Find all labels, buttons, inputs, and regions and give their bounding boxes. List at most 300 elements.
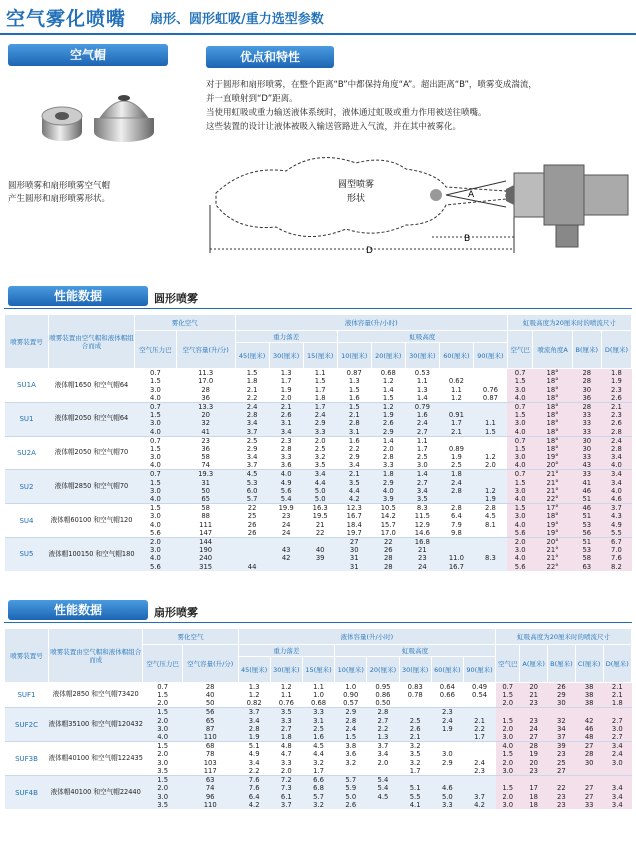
table-cell: 3.0 bbox=[507, 419, 533, 427]
features-line-2: 并一直喷射到“D”距离。 bbox=[206, 94, 298, 104]
th-pressure: 空气压力巴 bbox=[143, 645, 182, 683]
table-cell: 1.4 bbox=[405, 470, 439, 479]
table-cell: 1.9 bbox=[601, 377, 631, 385]
table-cell: 4.0 bbox=[149, 520, 161, 529]
table-cell bbox=[473, 537, 507, 546]
table-cell: 22 bbox=[548, 784, 576, 792]
table-cell: 103 bbox=[203, 758, 217, 767]
table-cell: 5.0 bbox=[345, 792, 357, 801]
table-cell: 0.57 bbox=[343, 699, 359, 708]
table-cell: 20 bbox=[520, 683, 548, 692]
table-cell: 3.4 bbox=[601, 478, 631, 486]
table-cell: 29 bbox=[548, 691, 576, 699]
table-cell: 1.7 bbox=[313, 766, 324, 775]
th-airvol: 空气容量(升/分) bbox=[176, 331, 235, 369]
table-cell: 12.3 bbox=[337, 504, 371, 513]
table-cell: 74 bbox=[201, 461, 210, 470]
table-cell: 1.5 bbox=[143, 742, 182, 751]
table-cell: 18° bbox=[533, 402, 572, 411]
table-cell bbox=[439, 495, 473, 504]
table-cell: 22 bbox=[235, 504, 269, 513]
table-cell: 42 bbox=[575, 716, 603, 724]
table-cell: 2.8 bbox=[473, 504, 507, 513]
table-cell: 16.7 bbox=[346, 512, 362, 521]
table-cell bbox=[575, 708, 603, 717]
fan-divider bbox=[4, 622, 632, 623]
caption-line-1: 圆形喷雾和扇形喷雾空气帽 bbox=[8, 181, 111, 191]
table-cell: 2.3 bbox=[431, 708, 463, 717]
table-cell: 1.6 bbox=[348, 393, 360, 402]
table-cell: 1.7 bbox=[450, 419, 462, 428]
th-c: C(厘米) bbox=[575, 645, 603, 683]
table-cell: 10.5 bbox=[371, 504, 405, 513]
table-cell: 50 bbox=[205, 699, 215, 708]
table-cell: 5.6 bbox=[507, 563, 533, 571]
features-pill: 优点和特性 bbox=[206, 46, 334, 68]
table-cell: 2.4 bbox=[345, 724, 357, 733]
table-cell: 2.6 bbox=[601, 419, 631, 427]
table-cell: 1.2 bbox=[382, 377, 394, 386]
table-cell: 2.8 bbox=[248, 724, 260, 733]
table-cell: 0.82 bbox=[246, 699, 262, 708]
table-cell: 4.0 bbox=[149, 554, 161, 563]
table-cell: 18° bbox=[533, 394, 572, 403]
table-cell: 1.8 bbox=[603, 699, 631, 708]
table-cell: 5.6 bbox=[149, 562, 161, 571]
table-cell: 33 bbox=[572, 453, 601, 461]
table-cell: 30 bbox=[575, 759, 603, 767]
table-cell: 1.2 bbox=[248, 691, 260, 700]
table-cell: 0.91 bbox=[448, 410, 464, 419]
page-subtitle: 扇形、圆形虹吸/重力选型参数 bbox=[150, 12, 324, 27]
table-cell: 1.5 bbox=[345, 733, 357, 742]
th-gravity: 重力落差 bbox=[238, 645, 335, 657]
table-cell bbox=[575, 767, 603, 776]
table-cell bbox=[496, 775, 520, 784]
table-cell: 6.7 bbox=[601, 537, 631, 546]
table-cell: 6.6 bbox=[302, 775, 334, 784]
table-cell: 2.8 bbox=[367, 708, 399, 717]
table-cell: 18° bbox=[533, 377, 572, 385]
table-cell: 2.3 bbox=[601, 411, 631, 419]
table-cell: 3.9 bbox=[382, 495, 394, 504]
table-cell: 4.0 bbox=[149, 427, 161, 436]
table-cell: 0.89 bbox=[448, 444, 464, 453]
table-cell: 0.68 bbox=[371, 369, 405, 378]
table-cell: 4.0 bbox=[601, 487, 631, 495]
table-cell: 0.49 bbox=[463, 683, 495, 692]
diagram-label-1: 圆型喷雾 bbox=[337, 180, 375, 190]
label-a: A bbox=[468, 190, 475, 200]
table-cell: 0.87 bbox=[337, 369, 371, 378]
table-cell: 2.8 bbox=[450, 486, 462, 495]
table-cell: 18° bbox=[533, 385, 572, 393]
table-cell: 3.7 bbox=[280, 800, 292, 809]
table-cell: 39 bbox=[315, 554, 325, 563]
table-cell: 28 bbox=[572, 377, 601, 385]
table-cell: 1.6 bbox=[337, 436, 371, 445]
table-cell: 1.5 bbox=[157, 691, 169, 700]
table-cell: 1.0 bbox=[313, 691, 324, 700]
th-g30: 30(厘米) bbox=[270, 657, 302, 683]
table-cell: 4.5 bbox=[377, 792, 389, 801]
table-cell: 22 bbox=[371, 537, 405, 546]
table-cell: 117 bbox=[203, 766, 217, 775]
table-cell: 24 bbox=[281, 520, 291, 529]
table-cell: 3.5 bbox=[270, 708, 302, 717]
table-cell: 2.1 bbox=[474, 716, 485, 725]
table-cell: 1.8 bbox=[601, 369, 631, 378]
table-cell bbox=[431, 742, 463, 751]
table-cell: 38 bbox=[575, 691, 603, 699]
model-cell: SU1A bbox=[5, 369, 49, 403]
table-cell bbox=[269, 537, 303, 546]
table-cell: 23 bbox=[418, 554, 427, 563]
table-cell: 2.0 bbox=[303, 436, 337, 445]
table-cell: 3.2 bbox=[345, 758, 357, 767]
th-s60: 60(厘米) bbox=[439, 343, 473, 369]
table-cell: 1.5 bbox=[149, 410, 161, 419]
table-cell: 1.1 bbox=[450, 385, 462, 394]
table-cell: 3.3 bbox=[280, 453, 292, 462]
table-cell: 5.6 bbox=[149, 528, 161, 537]
th-angle: 喷流角度A bbox=[533, 331, 572, 369]
model-cell: SU2 bbox=[5, 470, 49, 504]
table-cell: 3.0 bbox=[149, 546, 161, 555]
table-cell: 21° bbox=[533, 487, 572, 495]
table-cell: 2.3 bbox=[474, 766, 485, 775]
table-cell: 2.6 bbox=[409, 724, 421, 733]
header-divider bbox=[0, 33, 636, 35]
table-cell: 28 bbox=[201, 385, 210, 394]
table-cell: 1.9 bbox=[450, 453, 462, 462]
table-cell: 4.5 bbox=[485, 512, 496, 521]
table-cell: 26 bbox=[548, 683, 576, 692]
fan-section-title: 扇形喷雾 bbox=[154, 606, 198, 619]
table-cell: 3.5 bbox=[409, 750, 421, 759]
table-cell: 7.0 bbox=[601, 546, 631, 554]
table-cell: 5.0 bbox=[314, 486, 326, 495]
table-cell bbox=[463, 750, 495, 758]
table-cell: 4.0 bbox=[601, 461, 631, 470]
th-d: D(厘米) bbox=[603, 645, 631, 683]
table-cell: 0.87 bbox=[482, 393, 498, 402]
table-cell: 2.0 bbox=[496, 725, 520, 733]
table-cell bbox=[235, 546, 269, 554]
table-cell: 3.5 bbox=[348, 478, 360, 487]
table-cell: 31 bbox=[349, 562, 359, 571]
table-cell: 20 bbox=[520, 759, 548, 767]
table-cell: 3.0 bbox=[603, 759, 631, 767]
table-cell: 4.6 bbox=[441, 784, 453, 793]
table-cell: 36 bbox=[201, 444, 210, 453]
table-cell: 2.7 bbox=[603, 716, 631, 724]
th-airbar: 空气巴 bbox=[496, 645, 520, 683]
fan-spray-table bbox=[4, 628, 632, 809]
table-cell: 41 bbox=[201, 427, 210, 436]
table-cell bbox=[473, 411, 507, 419]
table-cell: 2.7 bbox=[280, 724, 292, 733]
table-cell: 5.4 bbox=[367, 775, 399, 784]
table-cell: 4.0 bbox=[507, 521, 533, 529]
table-cell: 3.3 bbox=[280, 758, 292, 767]
table-cell: 96 bbox=[205, 792, 215, 801]
table-cell: 41 bbox=[572, 478, 601, 486]
table-cell: 30 bbox=[572, 436, 601, 445]
table-cell: 1.6 bbox=[313, 733, 324, 742]
table-cell: 1.5 bbox=[485, 427, 496, 436]
table-cell: 2.8 bbox=[601, 428, 631, 437]
table-cell: 3.4 bbox=[601, 453, 631, 461]
table-cell: 19 bbox=[520, 750, 548, 758]
table-cell: 3.6 bbox=[280, 461, 292, 470]
table-cell: 190 bbox=[199, 546, 213, 555]
table-cell: 15.7 bbox=[380, 520, 396, 529]
table-cell: 3.0 bbox=[157, 724, 169, 733]
features-line-3: 当使用虹吸或重力输送液体系统时，液体通过虹吸或重力作用被送往喷嘴。 bbox=[206, 108, 487, 118]
table-cell: 1.7 bbox=[409, 766, 421, 775]
table-cell: 3.5 bbox=[157, 800, 169, 809]
table-cell: 2.0 bbox=[135, 537, 177, 546]
table-cell: 4.9 bbox=[601, 521, 631, 529]
table-cell: 3.0 bbox=[149, 512, 161, 521]
table-cell: 36 bbox=[572, 394, 601, 403]
table-cell: 3.0 bbox=[149, 419, 161, 428]
table-cell: 23 bbox=[548, 750, 576, 758]
model-cell: SU1 bbox=[5, 402, 49, 436]
table-cell: 27 bbox=[520, 733, 548, 742]
table-cell: 51 bbox=[572, 512, 601, 520]
table-cell: 2.3 bbox=[601, 385, 631, 393]
combo-cell: 液体帽40100 和空气帽22440 bbox=[49, 775, 143, 809]
table-cell: 11.5 bbox=[414, 512, 430, 521]
table-cell: 2.2 bbox=[474, 724, 485, 733]
diagram-label-2: 形状 bbox=[346, 194, 366, 204]
table-cell: 27 bbox=[575, 784, 603, 792]
table-row bbox=[5, 504, 632, 513]
table-cell: 19.3 bbox=[176, 470, 235, 479]
th-s30: 30(厘米) bbox=[405, 343, 439, 369]
table-cell: 4.6 bbox=[601, 495, 631, 504]
table-cell: 2.6 bbox=[382, 419, 394, 428]
table-cell: 63 bbox=[182, 775, 238, 784]
table-cell: 18° bbox=[533, 411, 572, 419]
table-cell: 3.4 bbox=[248, 758, 260, 767]
table-cell: 33 bbox=[572, 428, 601, 437]
table-cell: 0.76 bbox=[482, 385, 498, 394]
table-cell: 22° bbox=[533, 563, 572, 571]
table-cell bbox=[520, 775, 548, 784]
table-cell: 1.5 bbox=[496, 784, 520, 792]
table-cell: 0.68 bbox=[310, 699, 327, 708]
table-cell: 1.5 bbox=[314, 377, 326, 386]
table-cell: 3.3 bbox=[382, 461, 394, 470]
table-cell: 2.5 bbox=[235, 436, 269, 445]
table-cell: 3.4 bbox=[280, 427, 292, 436]
table-cell: 28 bbox=[182, 683, 238, 692]
table-cell: 23 bbox=[548, 801, 576, 809]
table-cell: 1.5 bbox=[507, 445, 533, 453]
th-s20: 20(厘米) bbox=[371, 343, 405, 369]
table-cell: 58 bbox=[201, 453, 210, 462]
table-cell: 3.4 bbox=[603, 742, 631, 751]
table-cell bbox=[431, 733, 463, 742]
table-cell: 2.5 bbox=[409, 716, 421, 725]
table-cell bbox=[335, 767, 367, 776]
table-cell: 2.4 bbox=[601, 436, 631, 445]
table-cell: 28 bbox=[572, 369, 601, 378]
table-cell: 33 bbox=[575, 801, 603, 809]
table-cell: 21° bbox=[533, 554, 572, 562]
table-cell: 2.7 bbox=[416, 427, 428, 436]
table-cell: 2.0 bbox=[280, 393, 292, 402]
th-g45: 45(厘米) bbox=[235, 343, 269, 369]
th-s10: 10(厘米) bbox=[335, 657, 367, 683]
table-cell bbox=[473, 563, 507, 571]
table-cell: 23 bbox=[520, 716, 548, 724]
table-cell: 25 bbox=[548, 759, 576, 767]
table-cell: 18° bbox=[533, 369, 572, 378]
table-cell: 4.2 bbox=[248, 800, 260, 809]
table-cell: 1.8 bbox=[246, 377, 258, 386]
table-cell bbox=[269, 563, 303, 571]
table-cell: 1.5 bbox=[496, 716, 520, 724]
table-cell: 30 bbox=[548, 699, 576, 708]
table-cell: 5.4 bbox=[377, 784, 389, 793]
table-row bbox=[5, 742, 632, 751]
table-cell: 3.1 bbox=[313, 716, 324, 725]
table-cell: 7.6 bbox=[601, 554, 631, 562]
table-cell: 1.2 bbox=[270, 683, 302, 692]
table-cell: 1.4 bbox=[371, 436, 405, 445]
table-cell bbox=[463, 699, 495, 708]
table-cell: 74 bbox=[205, 784, 215, 793]
th-width: 虹吸高度为20厘米时的喷流尺寸 bbox=[496, 629, 632, 645]
combo-cell: 液体帽2850 和空气帽73420 bbox=[49, 683, 143, 708]
table-cell: 2.4 bbox=[416, 419, 428, 428]
table-cell: 4.2 bbox=[348, 495, 360, 504]
table-cell: 2.8 bbox=[348, 419, 360, 428]
table-cell: 3.0 bbox=[441, 750, 453, 759]
th-width: 虹吸高度为20厘米时的喷流尺寸 bbox=[507, 315, 631, 331]
table-cell bbox=[603, 775, 631, 784]
table-cell: 3.4 bbox=[603, 792, 631, 800]
table-cell: 4.0 bbox=[269, 470, 303, 479]
combo-cell: 液体帽40100 和空气帽122435 bbox=[49, 742, 143, 776]
table-cell: 2.8 bbox=[439, 504, 473, 513]
air-cap-pill: 空气帽 bbox=[8, 44, 168, 66]
table-cell: 4.4 bbox=[314, 478, 326, 487]
table-cell: 18 bbox=[520, 801, 548, 809]
table-cell: 3.2 bbox=[409, 758, 421, 767]
table-cell: 3.7 bbox=[367, 742, 399, 751]
table-cell: 22° bbox=[533, 495, 572, 504]
table-cell: 2.9 bbox=[382, 427, 394, 436]
table-cell bbox=[439, 546, 473, 554]
table-cell bbox=[439, 402, 473, 411]
table-cell bbox=[399, 708, 431, 717]
table-cell: 3.0 bbox=[496, 767, 520, 776]
table-cell bbox=[367, 767, 399, 776]
combo-cell: 液体帽2850 和空气帽70 bbox=[49, 470, 135, 504]
table-cell: 8.1 bbox=[485, 520, 496, 529]
features-line-4: 这些装置的设计让液体被吸入输送管路进入气流，并在其中被雾化。 bbox=[206, 122, 462, 132]
table-cell: 4.7 bbox=[280, 750, 292, 759]
th-g15: 15(厘米) bbox=[302, 657, 334, 683]
table-cell: 2.0 bbox=[485, 461, 496, 470]
table-cell: 3.4 bbox=[603, 801, 631, 809]
th-a: A(厘米) bbox=[520, 645, 548, 683]
table-cell: 65 bbox=[201, 495, 210, 504]
table-cell: 14.6 bbox=[414, 528, 430, 537]
table-cell: 7.3 bbox=[280, 784, 292, 793]
table-cell: 1.4 bbox=[416, 393, 428, 402]
table-cell: 19.9 bbox=[269, 504, 303, 513]
table-cell: 27 bbox=[575, 742, 603, 751]
table-cell: 26 bbox=[383, 546, 393, 555]
round-spray-table bbox=[4, 314, 632, 571]
table-cell: 4.9 bbox=[280, 478, 292, 487]
table-cell: 21° bbox=[533, 470, 572, 479]
th-s10: 10(厘米) bbox=[337, 343, 371, 369]
table-cell: 23 bbox=[520, 767, 548, 776]
table-cell: 51 bbox=[572, 537, 601, 546]
table-cell: 1.3 bbox=[269, 369, 303, 378]
table-cell: 1.2 bbox=[485, 453, 496, 462]
table-cell: 43 bbox=[572, 461, 601, 470]
table-cell: 2.8 bbox=[382, 453, 394, 462]
table-cell: 0.78 bbox=[407, 691, 423, 700]
table-cell: 3.0 bbox=[149, 453, 161, 462]
table-cell: 16.8 bbox=[405, 537, 439, 546]
table-cell: 20° bbox=[533, 461, 572, 470]
table-cell: 44 bbox=[247, 562, 257, 571]
table-cell: 38 bbox=[575, 699, 603, 708]
table-cell: 1.7 bbox=[474, 733, 485, 742]
table-cell: 6.4 bbox=[450, 512, 462, 521]
table-cell bbox=[235, 537, 269, 546]
table-cell: 3.7 bbox=[238, 708, 270, 717]
table-cell bbox=[439, 436, 473, 445]
table-cell: 6.0 bbox=[246, 486, 258, 495]
table-cell: 1.4 bbox=[382, 385, 394, 394]
th-siphon: 虹吸高度 bbox=[335, 645, 496, 657]
table-cell: 24 bbox=[520, 725, 548, 733]
table-cell: 21 bbox=[418, 546, 427, 555]
table-cell: 2.2 bbox=[246, 393, 258, 402]
table-cell: 5.6 bbox=[280, 486, 292, 495]
table-cell: 1.1 bbox=[303, 369, 337, 378]
table-cell bbox=[473, 470, 507, 479]
table-cell: 19.5 bbox=[312, 512, 328, 521]
table-cell: 3.0 bbox=[507, 385, 533, 393]
table-cell: 4.0 bbox=[149, 461, 161, 470]
table-cell: 1.5 bbox=[496, 750, 520, 758]
table-cell: 3.2 bbox=[399, 742, 431, 751]
table-cell: 4.5 bbox=[302, 742, 334, 751]
label-d: D bbox=[366, 246, 373, 256]
table-cell: 2.6 bbox=[280, 410, 292, 419]
table-cell: 1.3 bbox=[238, 683, 270, 692]
table-cell: 5.7 bbox=[335, 775, 367, 784]
table-cell: 1.0 bbox=[335, 683, 367, 692]
table-cell: 0.79 bbox=[405, 402, 439, 411]
table-cell: 1.5 bbox=[135, 504, 177, 513]
table-cell: 22 bbox=[315, 528, 325, 537]
table-cell: 17 bbox=[520, 784, 548, 792]
table-cell bbox=[463, 775, 495, 784]
table-cell: 25 bbox=[247, 512, 257, 521]
